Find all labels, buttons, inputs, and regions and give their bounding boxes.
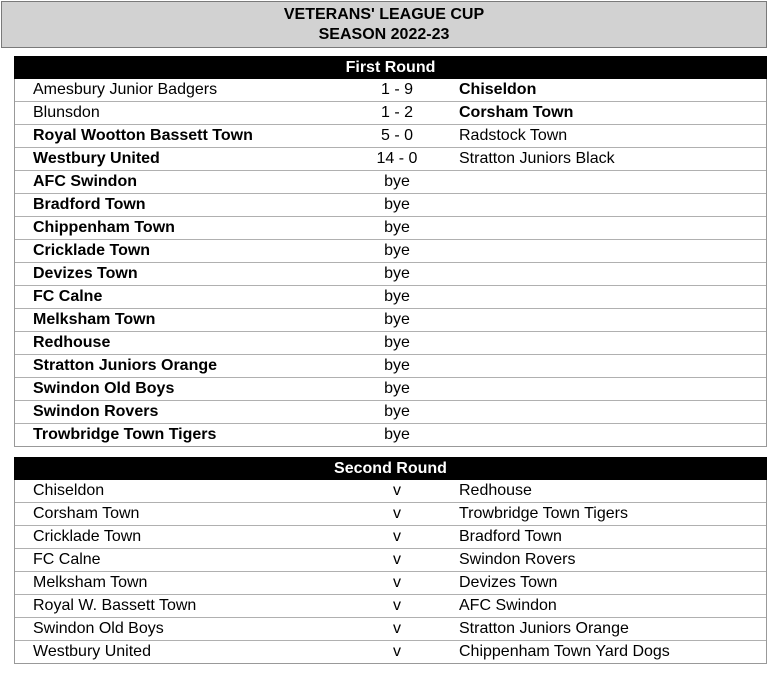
score: v (393, 505, 401, 522)
away-team: Devizes Town (459, 574, 558, 591)
score: bye (384, 311, 410, 328)
fixture-row (15, 194, 766, 217)
home-team: Swindon Old Boys (33, 380, 175, 397)
away-team: Corsham Town (459, 104, 574, 121)
away-team: Stratton Juniors Black (459, 150, 615, 167)
home-team: Bradford Town (33, 196, 146, 213)
score: v (393, 574, 401, 591)
fixture-row (15, 595, 766, 618)
fixture-row (15, 424, 766, 447)
first-round-rows (14, 79, 767, 447)
fixture-row (15, 286, 766, 309)
home-team: Trowbridge Town Tigers (33, 426, 217, 443)
second-round-rows (14, 480, 767, 664)
second-round-section (14, 457, 767, 664)
score: 1 - 9 (380, 81, 413, 98)
away-team: Chippenham Town Yard Dogs (459, 643, 670, 660)
home-team: Royal W. Bassett Town (33, 597, 197, 614)
away-team: Radstock Town (459, 127, 568, 144)
score: v (393, 620, 401, 637)
fixture-row (15, 79, 766, 102)
score: bye (384, 173, 410, 190)
fixture-row (15, 148, 766, 171)
home-team: Melksham Town (33, 311, 156, 328)
home-team: Swindon Old Boys (33, 620, 164, 637)
home-team: Stratton Juniors Orange (33, 357, 218, 374)
score: v (393, 528, 401, 545)
home-team: Cricklade Town (33, 242, 151, 259)
home-team: Westbury United (33, 643, 151, 660)
fixture-row (15, 618, 766, 641)
first-round-heading: First Round (14, 56, 767, 79)
home-team: Chippenham Town (33, 219, 175, 236)
score: bye (384, 219, 410, 236)
away-team: Trowbridge Town Tigers (459, 505, 628, 522)
fixture-row (15, 309, 766, 332)
away-team: AFC Swindon (459, 597, 557, 614)
fixture-row (15, 378, 766, 401)
title-line-1: VETERANS' LEAGUE CUP (283, 6, 485, 23)
away-team: Redhouse (459, 482, 532, 499)
fixture-row (15, 263, 766, 286)
home-team: FC Calne (33, 288, 103, 305)
second-round-heading: Second Round (14, 457, 767, 480)
home-team: Redhouse (33, 334, 111, 351)
away-team: Bradford Town (459, 528, 562, 545)
score: 1 - 2 (380, 104, 413, 121)
fixture-row (15, 355, 766, 378)
score: bye (384, 403, 410, 420)
page-title (1, 1, 767, 48)
fixture-row (15, 217, 766, 240)
fixture-row (15, 503, 766, 526)
home-team: Amesbury Junior Badgers (33, 81, 218, 98)
first-round-section (14, 56, 767, 447)
away-team: Swindon Rovers (459, 551, 576, 568)
fixture-row (15, 240, 766, 263)
score: bye (384, 426, 410, 443)
away-team: Stratton Juniors Orange (459, 620, 629, 637)
score: bye (384, 334, 410, 351)
score: bye (384, 288, 410, 305)
fixture-row (15, 572, 766, 595)
fixture-row (15, 171, 766, 194)
score: bye (384, 265, 410, 282)
away-team: Chiseldon (459, 81, 537, 98)
fixture-row (15, 125, 766, 148)
score: v (393, 482, 401, 499)
score: bye (384, 357, 410, 374)
fixture-row (15, 102, 766, 125)
score: v (393, 597, 401, 614)
title-line-2: SEASON 2022-23 (318, 26, 450, 43)
score: v (393, 643, 401, 660)
home-team: AFC Swindon (33, 173, 137, 190)
home-team: Corsham Town (33, 505, 140, 522)
home-team: Royal Wootton Bassett Town (33, 127, 253, 144)
fixture-row (15, 549, 766, 572)
fixture-row (15, 526, 766, 549)
fixture-row (15, 401, 766, 424)
score: 5 - 0 (380, 127, 413, 144)
home-team: FC Calne (33, 551, 101, 568)
score: bye (384, 196, 410, 213)
home-team: Blunsdon (33, 104, 100, 121)
score: bye (384, 380, 410, 397)
home-team: Chiseldon (33, 482, 105, 499)
home-team: Swindon Rovers (33, 403, 159, 420)
score: bye (384, 242, 410, 259)
home-team: Westbury United (33, 150, 160, 167)
fixture-row (15, 480, 766, 503)
home-team: Devizes Town (33, 265, 138, 282)
fixture-row (15, 332, 766, 355)
home-team: Cricklade Town (33, 528, 142, 545)
home-team: Melksham Town (33, 574, 148, 591)
score: v (393, 551, 401, 568)
score: 14 - 0 (376, 150, 418, 167)
fixture-row (15, 641, 766, 664)
